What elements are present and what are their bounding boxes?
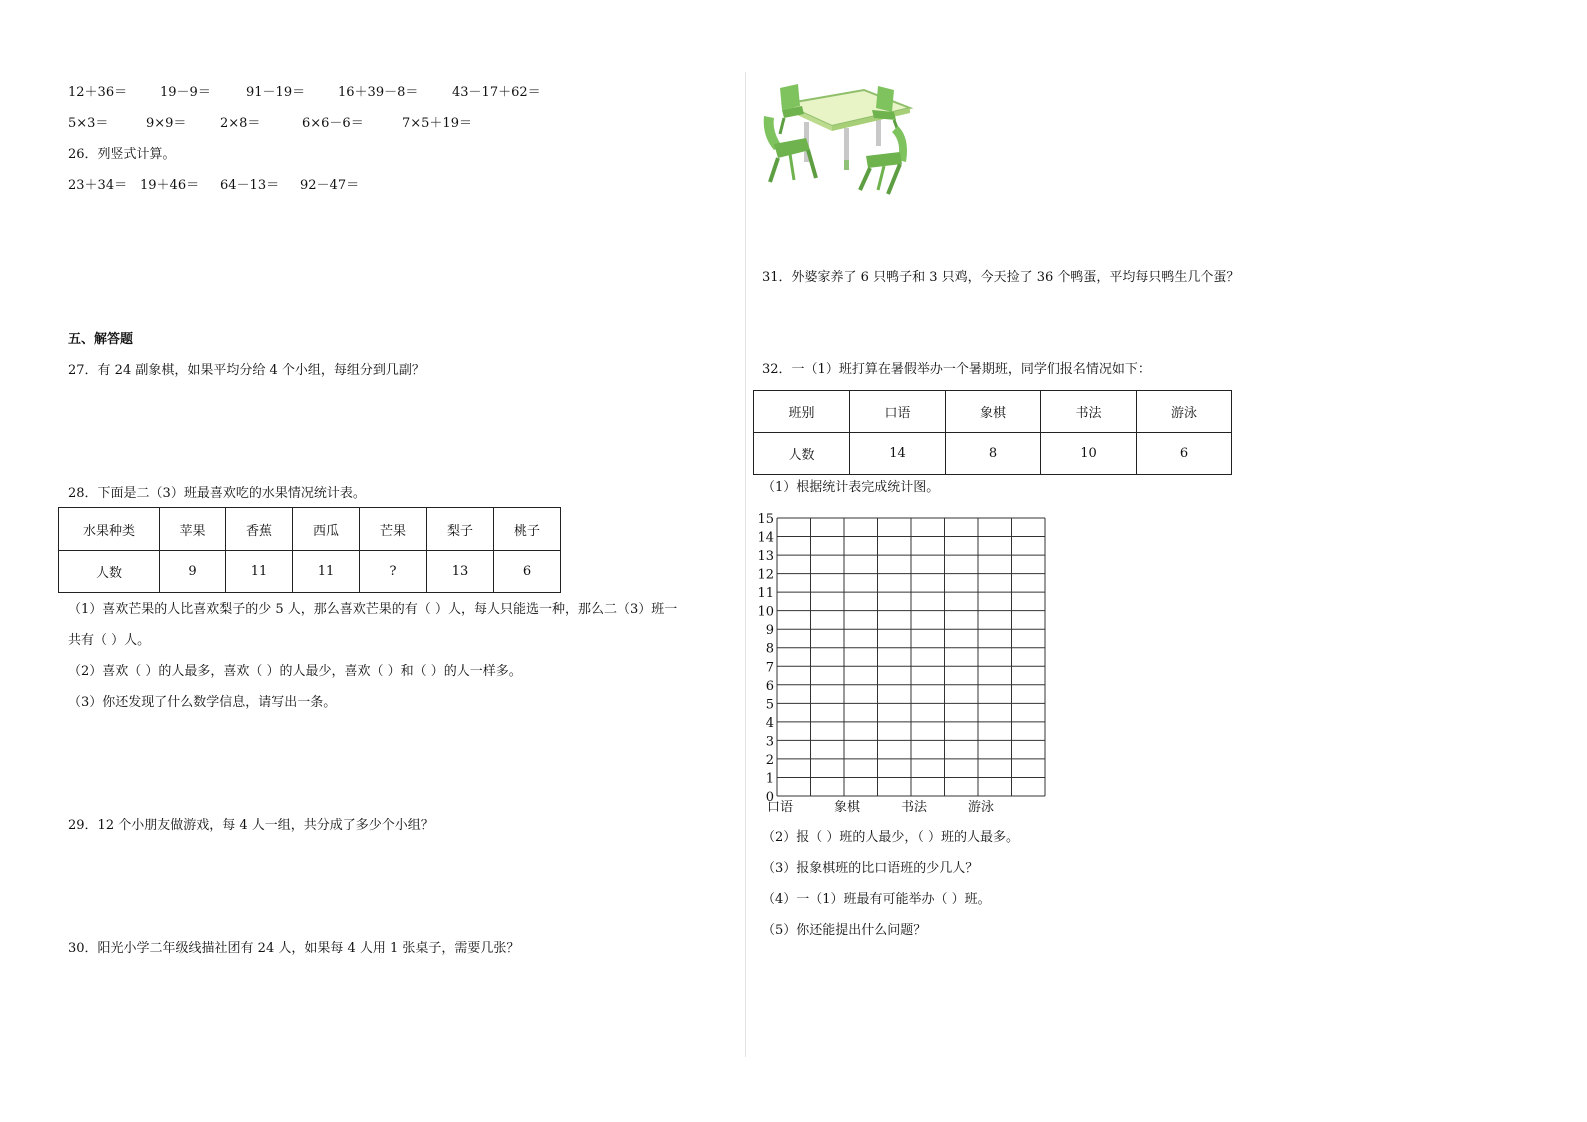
question-32-3: （3）报象棋班的比口语班的少几人？ (762, 861, 979, 876)
calc-expr: 19＋46＝ (140, 178, 200, 193)
calc-expr: 16＋39－8＝ (338, 85, 419, 100)
calc-expr: 19－9＝ (160, 85, 211, 100)
question-28-1b: 共有（ ）人。 (68, 633, 151, 648)
question-30: 30．阳光小学二年级线描社团有 24 人，如果每 4 人用 1 张桌子，需要几张？ (68, 941, 520, 956)
y-tick-label: 14 (757, 530, 774, 546)
table-row (754, 433, 1232, 475)
table-cell: 6 (494, 551, 561, 593)
calc-expr: 2×8＝ (220, 116, 261, 131)
calc-expr: 5×3＝ (68, 116, 109, 131)
table-cell: 象棋 (946, 391, 1041, 433)
calc-expr: 12＋36＝ (68, 85, 128, 100)
y-tick-label: 8 (765, 641, 774, 657)
table-cell: 梨子 (427, 508, 494, 551)
column-divider (745, 72, 746, 1057)
y-tick-label: 9 (765, 623, 774, 639)
table-cell: 口语 (850, 391, 946, 433)
y-tick-label: 4 (765, 715, 774, 731)
table-cell: 西瓜 (293, 508, 360, 551)
question-27: 27．有 24 副象棋，如果平均分给 4 个小组，每组分到几副？ (68, 363, 425, 378)
chart-x-ticks (767, 799, 994, 815)
x-category-label: 口语 (767, 800, 794, 815)
y-tick-label: 7 (765, 660, 774, 676)
class-table (753, 390, 1232, 475)
table-cell: 13 (427, 551, 494, 593)
question-31: 31．外婆家养了 6 只鸭子和 3 只鸡，今天捡了 36 个鸭蛋，平均每只鸭生几个蛋？ (762, 270, 1240, 285)
chart-y-ticks (757, 512, 774, 805)
y-tick-label: 1 (765, 771, 774, 787)
y-tick-label: 13 (757, 549, 774, 565)
calc-expr: 43－17＋62＝ (452, 85, 541, 100)
table-cell: 11 (293, 551, 360, 593)
table-cell: 人数 (59, 551, 160, 593)
question-32-4: （4）一（1）班最有可能举办（ ）班。 (762, 892, 991, 907)
table-row (59, 508, 561, 551)
y-tick-label: 10 (757, 604, 774, 620)
question-28-2: （2）喜欢（ ）的人最多，喜欢（ ）的人最少，喜欢（ ）和（ ）的人一样多。 (68, 664, 522, 679)
y-tick-label: 15 (757, 512, 774, 527)
table-cell: 14 (850, 433, 946, 475)
table-cell: 游泳 (1137, 391, 1232, 433)
y-tick-label: 5 (765, 697, 774, 713)
table-cell: 水果种类 (59, 508, 160, 551)
section-title: 五、解答题 (68, 332, 134, 347)
calc-expr: 23＋34＝ (68, 178, 128, 193)
x-category-label: 象棋 (834, 800, 861, 815)
table-cell: 6 (1137, 433, 1232, 475)
calc-expr: 92－47＝ (300, 178, 360, 193)
table-row (754, 391, 1232, 433)
y-tick-label: 0 (765, 790, 774, 805)
question-32-5: （5）你还能提出什么问题？ (762, 923, 927, 938)
calc-expr: 7×5＋19＝ (402, 116, 472, 131)
question-28: 28．下面是二（3）班最喜欢吃的水果情况统计表。 (68, 486, 366, 501)
calc-expr: 6×6－6＝ (302, 116, 364, 131)
calc-expr: 9×9＝ (146, 116, 187, 131)
question-28-3: （3）你还发现了什么数学信息，请写出一条。 (68, 695, 337, 710)
table-cell: 书法 (1041, 391, 1137, 433)
calc-expr: 91－19＝ (246, 85, 306, 100)
statistics-grid-chart (755, 510, 1055, 815)
table-cell: 8 (946, 433, 1041, 475)
question-32-2: （2）报（ ）班的人最少，（ ）班的人最多。 (762, 830, 1020, 845)
question-32: 32．一（1）班打算在暑假举办一个暑期班，同学们报名情况如下： (762, 362, 1151, 377)
y-tick-label: 2 (765, 752, 774, 768)
table-cell: 10 (1041, 433, 1137, 475)
calc-expr: 64－13＝ (220, 178, 280, 193)
table-cell: 苹果 (160, 508, 226, 551)
question-32-1: （1）根据统计表完成统计图。 (762, 480, 940, 495)
table-cell: 人数 (754, 433, 850, 475)
table-cell: 班别 (754, 391, 850, 433)
x-category-label: 游泳 (968, 800, 995, 815)
y-tick-label: 12 (757, 567, 774, 583)
table-cell: 芒果 (360, 508, 427, 551)
table-cell: ? (360, 551, 427, 593)
table-row (59, 551, 561, 593)
y-tick-label: 6 (765, 678, 774, 694)
y-tick-label: 11 (757, 586, 774, 602)
table-cell: 香蕉 (226, 508, 293, 551)
chart-grid (777, 518, 1045, 796)
table-cell: 11 (226, 551, 293, 593)
table-chairs-icon (760, 82, 930, 197)
table-cell: 9 (160, 551, 226, 593)
question-28-1a: （1）喜欢芒果的人比喜欢梨子的少 5 人，那么喜欢芒果的有（ ）人，每人只能选一种，那么二（3）班一 (68, 602, 678, 617)
table-cell: 桃子 (494, 508, 561, 551)
question-26: 26．列竖式计算。 (68, 147, 176, 162)
x-category-label: 书法 (901, 800, 928, 815)
fruit-table (58, 507, 561, 593)
y-tick-label: 3 (765, 734, 774, 750)
question-29: 29．12 个小朋友做游戏，每 4 人一组，共分成了多少个小组？ (68, 818, 434, 833)
